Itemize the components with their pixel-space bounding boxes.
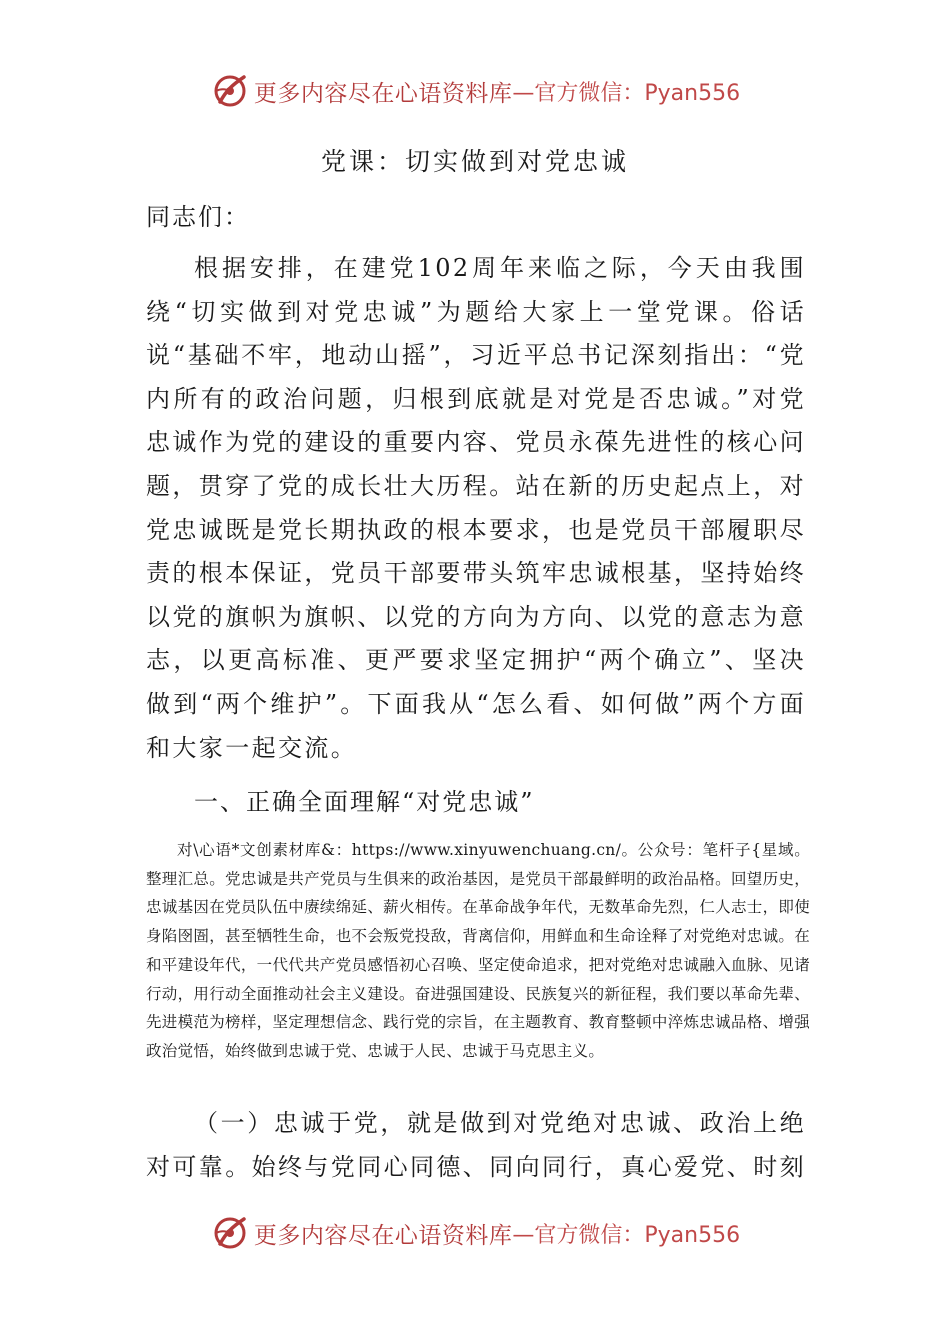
banner-wechat-text: —官方微信：Pyan556 [512, 80, 741, 106]
greeting: 同志们： [146, 203, 250, 231]
paragraph-loyalty-1: （一）忠诚于党，就是做到对党绝对忠诚、政治上绝对可靠。始终与党同心同德、同向同行，真心爱党、时刻 [146, 1109, 806, 1181]
page-title: 党课：切实做到对党忠诚 [320, 147, 629, 176]
paragraph-intro: 根据安排，在建党102周年来临之际，今天由我围绕“切实做到对党忠诚”为题给大家上一堂党课。俗话说“基础不牢，地动山摇”，习近平总书记深刻指出：“党内所有的政治问题，归根到底就是对党是否忠诚。”对党忠诚作为党的建设的重要内容、党员永葆先进性的核心问题，贯穿了党的成长壮大历程。站在新的历史起点上，对党忠诚既是党长期执政的根本要求，也是党员干部履职尽责的根本保证，党员干部要带头筑牢忠诚根基，坚持始终以党的旗帜为旗帜、以党的方向为方向、以党的意志为意志，以更高标准、更严要求坚定拥护“两个确立”、坚决做到“两个维护”。下面我从“怎么看、如何做”两个方面和大家一起交流。 [146, 254, 806, 762]
banner-main-text: 更多内容尽在心语资料库 [253, 1222, 513, 1249]
logo-icon [210, 71, 250, 111]
footer-banner [0, 1208, 950, 1258]
banner-main-text: 更多内容尽在心语资料库 [253, 80, 513, 107]
header-banner [0, 66, 950, 116]
paragraph-small-print: 对\心语*文创素材库&：https://www.xinyuwenchuang.cn/。公众号：笔杆子{星域。整理汇总。党忠诚是共产党员与生俱来的政治基因，是党员干部最鲜明的政治品格。回望历史，忠诚基因在党员队伍中赓续绵延、薪火相传。在革命战争年代，无数革命先烈，仁人志士，即使身陷囹圄，甚至牺牲生命，也不会叛党投敌，背离信仰，用鲜血和生命诠释了对党绝对忠诚。在和平建设年代，一代代共产党员感悟初心召唤、坚定使命追求，把对党绝对忠诚融入血脉、见诸行动，用行动全面推动社会主义建设。奋进强国建设、民族复兴的新征程，我们要以革命先辈、先进模范为榜样，坚定理想信念、践行党的宗旨，在主题教育、教育整顿中淬炼忠诚品格、增强政治觉悟，始终做到忠诚于党、忠诚于人民、忠诚于马克思主义。 [146, 841, 810, 1060]
section-heading-1: 一、正确全面理解“对党忠诚” [194, 788, 535, 816]
banner-wechat-text: —官方微信：Pyan556 [512, 1222, 741, 1248]
logo-icon [210, 1213, 250, 1253]
